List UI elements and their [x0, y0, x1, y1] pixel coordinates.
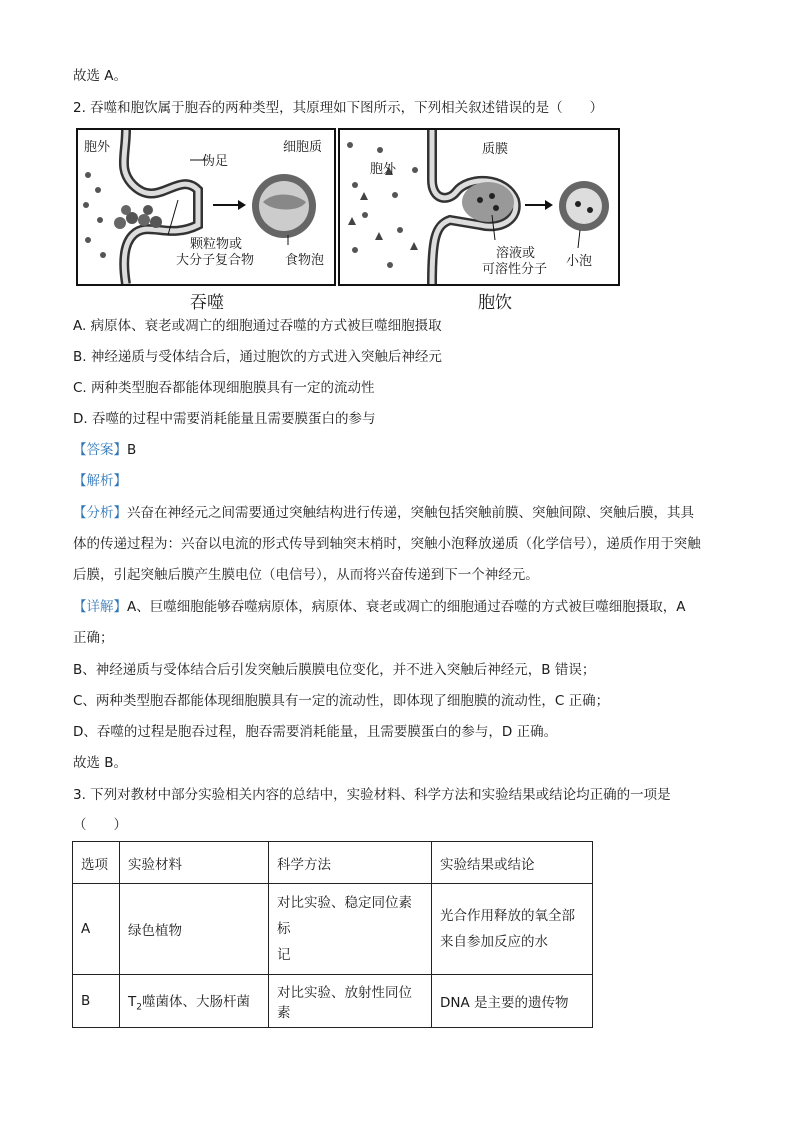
- fenxi-line-1: [73, 503, 694, 523]
- outside-label: 胞外: [84, 140, 111, 155]
- xiangjie-a2: 正确；: [73, 630, 114, 646]
- fenxi-tag: 【分析】: [73, 505, 127, 521]
- xiangjie-d: D、吞噬的过程是胞吞过程，胞吞需要消耗能量，且需要膜蛋白的参与，D 正确。: [73, 724, 558, 740]
- question-2-stem: 2. 吞噬和胞饮属于胞吞的两种类型，其原理如下图所示，下列相关叙述错误的是（ ）: [73, 100, 604, 116]
- option-d: D. 吞噬的过程中需要消耗能量且需要膜蛋白的参与: [73, 411, 376, 427]
- table-header-cell: 实验结果或结论: [432, 842, 593, 884]
- text-line: 故选 A。: [73, 68, 128, 84]
- table-cell-option: A: [73, 884, 120, 975]
- table-cell-result: DNA 是主要的遗传物: [432, 975, 593, 1028]
- xiangjie-tag: 【详解】: [73, 599, 127, 615]
- xiangjie-text-a1: A、巨噬细胞能够吞噬病原体，病原体、衰老或凋亡的细胞通过吞噬的方式被巨噬细胞摄取，A: [127, 599, 686, 615]
- table-header-row: [73, 842, 593, 884]
- table-cell-option: B: [73, 975, 120, 1028]
- pinocytosis-caption: 胞饮: [478, 293, 512, 313]
- food-vacuole-label: 食物泡: [285, 253, 325, 268]
- table-header-cell: 实验材料: [120, 842, 269, 884]
- question-3-bracket: （ ）: [73, 817, 127, 833]
- experiment-table: [72, 841, 593, 1028]
- pseudopod-label: 伪足: [202, 154, 229, 169]
- material-subscript: 2: [136, 1002, 142, 1013]
- table-row: [73, 975, 593, 1028]
- table-row: [73, 884, 593, 975]
- method-line-2: 记: [277, 947, 291, 963]
- membrane-label: 质膜: [482, 142, 509, 157]
- cytoplasm-label: 细胞质: [283, 140, 323, 155]
- table-header-cell: 选项: [73, 842, 120, 884]
- answer-value: B: [127, 442, 137, 458]
- table-cell-material: [120, 975, 269, 1028]
- pinocytosis-figure: [338, 128, 620, 286]
- fenxi-line-3: 后膜，引起突触后膜产生膜电位（电信号），从而将兴奋传递到下一个神经元。: [73, 567, 539, 583]
- material-suffix: 噬菌体、大肠杆菌: [141, 993, 250, 1010]
- phagocytosis-caption: 吞噬: [190, 293, 224, 313]
- particles-label-2: 大分子复合物: [176, 253, 255, 268]
- xiangjie-line-1: [73, 597, 685, 617]
- analysis-tag: [73, 471, 127, 491]
- xiangjie-c: C、两种类型胞吞都能体现细胞膜具有一定的流动性，即体现了细胞膜的流动性，C 正确；: [73, 693, 610, 709]
- fenxi-line-2: 体的传递过程为：兴奋以电流的形式传导到轴突末梢时，突触小泡释放递质（化学信号），递质作用于突触: [73, 536, 701, 552]
- analysis-label: 【解析】: [73, 473, 127, 489]
- table-cell-result: [432, 884, 593, 975]
- table-header-cell: 科学方法: [269, 842, 432, 884]
- result-line-2: 来自参加反应的水: [440, 934, 548, 950]
- option-c: C. 两种类型胞吞都能体现细胞膜具有一定的流动性: [73, 380, 375, 396]
- phagocytosis-figure: [76, 128, 336, 286]
- material-prefix: T: [128, 993, 137, 1010]
- fenxi-text-1: 兴奋在神经元之间需要通过突触结构进行传递，突触包括突触前膜、突触间隙、突触后膜，其具: [127, 505, 694, 521]
- solution-label-2: 可溶性分子: [482, 262, 548, 277]
- method-line-1: 对比实验、稳定同位素标: [277, 895, 412, 937]
- particles-label-1: 颗粒物或: [190, 237, 243, 252]
- outside-label: 胞外: [370, 162, 397, 177]
- xiangjie-b: B、神经递质与受体结合后引发突触后膜膜电位变化，并不进入突触后神经元，B 错误；: [73, 662, 596, 678]
- option-b: B. 神经递质与受体结合后，通过胞饮的方式进入突触后神经元: [73, 349, 442, 365]
- table-cell-method: 对比实验、放射性同位素: [269, 975, 432, 1028]
- conclusion-line: 故选 B。: [73, 755, 128, 771]
- solution-label-1: 溶液或: [496, 246, 536, 261]
- table-cell-material: 绿色植物: [120, 884, 269, 975]
- answer-tag: 【答案】: [73, 442, 127, 458]
- vesicle-label: 小泡: [566, 254, 593, 269]
- answer-line: [73, 440, 136, 460]
- question-3-stem: 3. 下列对教材中部分实验相关内容的总结中，实验材料、科学方法和实验结果或结论均正确的一项是: [73, 787, 671, 803]
- result-line-1: 光合作用释放的氧全部: [440, 908, 575, 924]
- option-a: A. 病原体、衰老或凋亡的细胞通过吞噬的方式被巨噬细胞摄取: [73, 318, 442, 334]
- table-cell-method: [269, 884, 432, 975]
